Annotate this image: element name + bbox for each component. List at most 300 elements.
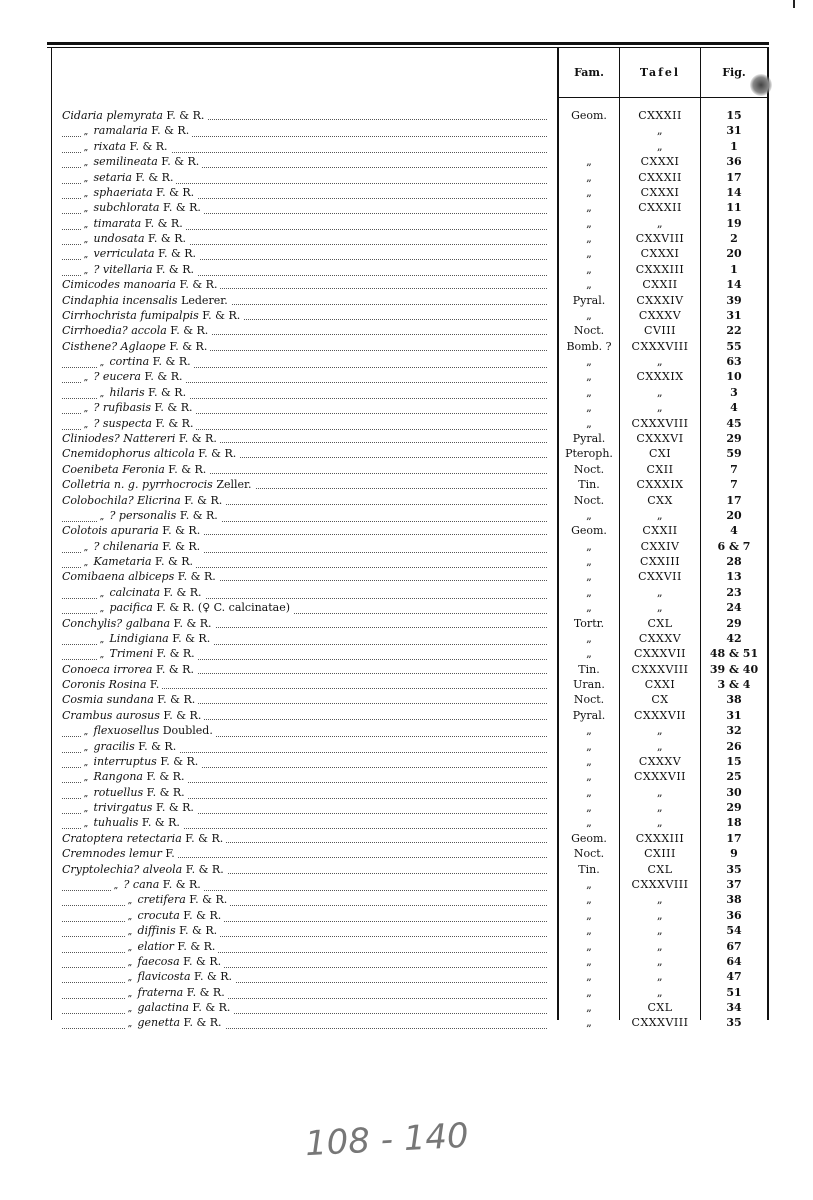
- genus-name: Cliniodes: [62, 431, 114, 445]
- author: F. & R.: [152, 355, 191, 369]
- tafel-cell: CXXIV: [640, 539, 680, 553]
- family-cell: „: [586, 278, 592, 292]
- author: F. & R.: [192, 1001, 231, 1015]
- genus-name: Cimicodes: [62, 278, 120, 292]
- ditto-mark: „: [83, 727, 89, 738]
- ditto-mark: „: [83, 142, 89, 153]
- species-name: irrorea: [113, 662, 153, 676]
- figure-cell: 10: [726, 370, 742, 384]
- table-row: [0, 739, 813, 754]
- figure-cell: 38: [726, 893, 742, 907]
- tafel-cell: CXI: [648, 447, 672, 461]
- figure-cell: 29: [726, 431, 742, 445]
- figure-cell: 13: [726, 570, 742, 584]
- genus-name: Conoeca: [62, 662, 110, 676]
- table-row: [0, 277, 813, 292]
- author: F. & R.: [179, 508, 218, 522]
- tafel-cell: CXXXVIII: [631, 416, 689, 430]
- tafel-cell: „: [656, 739, 664, 753]
- ditto-mark: „: [83, 542, 89, 553]
- tafel-cell: CX: [651, 693, 669, 707]
- table-row: [0, 554, 813, 569]
- species-name: chilenaria: [102, 539, 159, 553]
- tafel-cell: CXXVIII: [635, 232, 685, 246]
- tafel-cell: „: [656, 124, 664, 138]
- species-name: sphaeriata: [93, 185, 153, 199]
- entry-name: [62, 477, 547, 492]
- tafel-cell: CXXI: [644, 678, 676, 692]
- figure-cell: 51: [726, 985, 742, 999]
- family-cell: „: [586, 308, 592, 322]
- query-mark: ?: [109, 508, 116, 522]
- ditto-mark: „: [99, 511, 105, 522]
- family-cell: „: [586, 539, 592, 553]
- ditto-mark: „: [83, 173, 89, 184]
- species-name: flexuosellus: [93, 724, 160, 738]
- header-tafel: Tafel: [639, 66, 681, 79]
- figure-cell: 63: [726, 355, 742, 369]
- figure-cell: 7: [730, 462, 738, 476]
- family-cell: Pyral.: [572, 293, 606, 307]
- table-row: [0, 985, 813, 1000]
- table-row: [0, 477, 813, 492]
- table-row: [0, 416, 813, 431]
- family-cell: Geom.: [571, 831, 607, 845]
- family-cell: „: [586, 401, 592, 415]
- table-row: [0, 200, 813, 215]
- tafel-cell: „: [656, 139, 664, 153]
- family-cell: „: [586, 1016, 592, 1030]
- author: F. & R.: [185, 831, 224, 845]
- species-name: albiceps: [128, 570, 175, 584]
- author: F. & R.: [155, 416, 194, 430]
- author: F. & R.: [156, 262, 194, 276]
- author: F. & R.: [156, 185, 195, 199]
- species-name: rixata: [93, 139, 127, 153]
- ditto-mark: „: [113, 881, 119, 891]
- figure-cell: 15: [726, 754, 742, 768]
- species-name: crocuta: [137, 908, 180, 922]
- tafel-cell: CXXXII: [638, 170, 682, 184]
- ditto-mark: „: [83, 404, 89, 415]
- table-row: [0, 308, 813, 323]
- species-name: diffinis: [137, 924, 176, 938]
- tafel-cell: CXL: [647, 616, 673, 630]
- tafel-cell: CXXXIII: [635, 831, 685, 845]
- species-name: setaria: [93, 170, 132, 184]
- tafel-cell: CXXXVIII: [631, 1016, 689, 1030]
- tafel-cell: CXXXV: [638, 754, 682, 768]
- author: F. & R.: [172, 631, 211, 645]
- entry-name: [62, 677, 547, 692]
- corner-mark: [793, 0, 795, 8]
- family-cell: „: [586, 247, 592, 261]
- tafel-cell: „: [656, 954, 664, 968]
- species-name: Kametaria: [93, 555, 152, 569]
- entry-name: [62, 293, 547, 308]
- family-cell: „: [586, 893, 592, 907]
- author: F. & R.: [177, 939, 216, 953]
- author: F. & R.: [169, 339, 208, 353]
- genus-name: Crambus: [62, 708, 113, 722]
- tafel-cell: CXXIII: [639, 555, 681, 569]
- tafel-cell: „: [656, 924, 664, 938]
- figure-cell: 32: [726, 724, 742, 738]
- table-row: [0, 323, 813, 338]
- genus-name: Colletria n. g.: [62, 478, 139, 492]
- family-cell: „: [586, 185, 592, 199]
- ditto-mark: „: [99, 650, 105, 661]
- figure-cell: 15: [726, 109, 742, 122]
- top-rule-thin: [47, 47, 769, 48]
- species-name: pyrrhocrocis: [141, 478, 213, 492]
- query-mark: ?: [93, 539, 100, 553]
- tafel-cell: CXXXII: [638, 109, 682, 122]
- species-name: alticola: [153, 447, 195, 461]
- header-fam: Fam.: [574, 66, 604, 79]
- author: F. & R.: [183, 1016, 222, 1030]
- species-name: Feronia: [122, 462, 165, 476]
- ditto-mark: „: [83, 158, 89, 169]
- tafel-cell: CXXXIX: [636, 370, 684, 384]
- tafel-cell: „: [656, 216, 664, 230]
- species-name: eucera: [102, 370, 141, 384]
- table-row: [0, 462, 813, 477]
- figure-cell: 4: [730, 401, 738, 415]
- tafel-cell: CXXXI: [640, 247, 680, 261]
- family-cell: Noct.: [573, 462, 605, 476]
- tafel-cell: „: [656, 724, 664, 738]
- table-row: [0, 523, 813, 538]
- family-cell: „: [586, 262, 592, 276]
- author: Lederer.: [181, 293, 228, 307]
- figure-cell: 31: [726, 708, 742, 722]
- tafel-cell: „: [656, 893, 664, 907]
- query-mark: ?: [121, 324, 128, 338]
- ditto-mark: „: [99, 588, 105, 599]
- table-row: [0, 1000, 813, 1015]
- author: F. & R.: [189, 893, 228, 907]
- author: F. & R.: [156, 647, 195, 661]
- author: F. & R.: [162, 539, 201, 553]
- author: F. & R.: [144, 216, 183, 230]
- author: F. & R.: [177, 570, 216, 584]
- author: F. & R.: [162, 201, 201, 215]
- tafel-cell: „: [656, 401, 664, 415]
- top-rule: [47, 42, 769, 45]
- table-row: [0, 877, 813, 892]
- ditto-mark: „: [83, 804, 89, 815]
- tafel-cell: CXX: [647, 493, 673, 507]
- table-row: [0, 908, 813, 923]
- figure-cell: 17: [726, 831, 742, 845]
- species-name: ramalaria: [93, 124, 148, 138]
- entry-name: [62, 846, 547, 861]
- figure-cell: 1: [730, 262, 738, 276]
- entry-name: [62, 323, 547, 338]
- ditto-mark: „: [83, 250, 89, 261]
- species-name: hilaris: [109, 385, 145, 399]
- table-row: [0, 723, 813, 738]
- tafel-cell: „: [656, 508, 664, 522]
- species-name: incensalis: [122, 293, 178, 307]
- header-fig: Fig.: [722, 66, 746, 79]
- figure-cell: 3 & 4: [717, 678, 751, 692]
- ditto-mark: „: [83, 742, 89, 753]
- table-row: [0, 815, 813, 830]
- family-cell: Tin.: [578, 662, 600, 676]
- genus-name: Comibaena: [62, 570, 125, 584]
- ditto-mark: „: [83, 788, 89, 799]
- table-row: [0, 246, 813, 261]
- figure-cell: 59: [726, 447, 742, 461]
- ditto-mark: „: [127, 1019, 133, 1030]
- family-cell: „: [586, 631, 592, 645]
- tafel-cell: CXXXVIII: [631, 339, 689, 353]
- entry-name: [62, 569, 547, 584]
- species-name: Trimeni: [109, 647, 154, 661]
- figure-cell: 11: [726, 201, 742, 215]
- species-name: undosata: [93, 232, 145, 246]
- species-name: semilineata: [93, 155, 158, 169]
- family-cell: Noct.: [573, 847, 605, 861]
- family-cell: Pyral.: [572, 708, 606, 722]
- tafel-cell: „: [656, 785, 664, 799]
- query-mark: ?: [123, 878, 130, 891]
- table-row: [0, 293, 813, 308]
- table-row: [0, 846, 813, 861]
- author: F. & R.: [162, 878, 201, 891]
- tafel-cell: „: [656, 908, 664, 922]
- family-cell: „: [586, 770, 592, 784]
- family-cell: Tortr.: [573, 616, 605, 630]
- table-row: [0, 616, 813, 631]
- figure-cell: 23: [726, 585, 742, 599]
- table-row: [0, 170, 813, 185]
- author: Doubled.: [162, 724, 213, 738]
- entry-name: [62, 831, 547, 846]
- species-name: elatior: [137, 939, 174, 953]
- family-cell: „: [586, 908, 592, 922]
- author: F. & R. (♀ C. calcinatae): [156, 601, 291, 615]
- entry-name: [62, 523, 547, 538]
- family-cell: „: [586, 816, 592, 830]
- ditto-mark: „: [83, 188, 89, 199]
- figure-cell: 36: [726, 155, 742, 169]
- figure-cell: 20: [726, 247, 742, 261]
- tafel-cell: CXXXV: [638, 631, 682, 645]
- ditto-mark: „: [83, 558, 89, 569]
- entry-name: [62, 431, 547, 446]
- family-cell: „: [586, 924, 592, 938]
- figure-cell: 4: [730, 524, 738, 538]
- family-cell: Pteroph.: [565, 447, 613, 461]
- author: F. & R.: [186, 985, 225, 999]
- entry-name: [62, 339, 547, 354]
- species-name: interruptus: [93, 754, 157, 768]
- species-name: suspecta: [102, 416, 152, 430]
- species-name: Aglaope: [120, 339, 166, 353]
- table-row: [0, 231, 813, 246]
- family-cell: Noct.: [573, 693, 605, 707]
- figure-cell: 14: [726, 278, 742, 292]
- ditto-mark: „: [83, 219, 89, 230]
- table-row: [0, 954, 813, 969]
- species-name: Rangona: [93, 770, 143, 784]
- author: Zeller.: [216, 478, 252, 492]
- tafel-cell: CXL: [647, 1001, 673, 1015]
- genus-name: Cratoptera: [62, 831, 124, 845]
- tafel-cell: CXXXIII: [635, 262, 685, 276]
- author: F. & R.: [155, 801, 194, 815]
- ditto-mark: „: [83, 373, 89, 384]
- table-row: [0, 446, 813, 461]
- ditto-mark: „: [127, 1004, 133, 1015]
- author: F. & R.: [157, 693, 196, 707]
- table-row: [0, 662, 813, 677]
- genus-name: Cindaphia: [62, 293, 119, 307]
- species-name: galactina: [137, 1001, 189, 1015]
- entry-name: [62, 446, 547, 461]
- species-name: sundana: [106, 693, 154, 707]
- entry-name: [62, 277, 547, 292]
- table-row: [0, 646, 813, 661]
- species-name: fraterna: [137, 985, 184, 999]
- table-row: [0, 862, 813, 877]
- species-name: apuraria: [110, 524, 159, 538]
- family-cell: „: [586, 508, 592, 522]
- species-name: tuhualis: [93, 816, 139, 830]
- figure-cell: 39 & 40: [709, 662, 759, 676]
- species-name: Rosina: [108, 678, 147, 692]
- species-name: pacifica: [109, 601, 153, 615]
- query-mark: ?: [93, 262, 100, 276]
- tafel-cell: CXXXI: [640, 185, 680, 199]
- table-row: [0, 539, 813, 554]
- table-row: [0, 785, 813, 800]
- author: F. & R.: [194, 970, 233, 984]
- table-row: [0, 692, 813, 707]
- entry-name: [62, 1015, 547, 1032]
- tafel-cell: CXXXIV: [636, 293, 684, 307]
- figure-cell: 54: [726, 924, 742, 938]
- tafel-cell: CXXXVII: [633, 708, 687, 722]
- figure-cell: 42: [726, 631, 742, 645]
- species-name: Nattereri: [123, 431, 176, 445]
- tafel-cell: „: [656, 355, 664, 369]
- ditto-mark: „: [127, 927, 133, 938]
- species-name: rufibasis: [102, 401, 151, 415]
- figure-cell: 67: [726, 939, 742, 953]
- table-row: [0, 123, 813, 138]
- tafel-cell: „: [656, 816, 664, 830]
- tafel-cell: CXXVII: [638, 570, 682, 584]
- query-mark: ?: [93, 370, 100, 384]
- family-cell: Tin.: [578, 862, 600, 876]
- table-row: [0, 262, 813, 277]
- author: F. & R.: [168, 462, 207, 476]
- species-name: genetta: [137, 1016, 181, 1030]
- author: F. & R.: [155, 662, 194, 676]
- table-row: [0, 385, 813, 400]
- species-name: flavicosta: [137, 970, 191, 984]
- ditto-mark: „: [83, 419, 89, 430]
- table-row: [0, 631, 813, 646]
- family-cell: „: [586, 570, 592, 584]
- family-cell: Geom.: [571, 524, 607, 538]
- author: F. & R.: [184, 493, 223, 507]
- family-cell: „: [586, 970, 592, 984]
- family-cell: „: [586, 801, 592, 815]
- species-name: cana: [132, 878, 160, 891]
- query-mark: ?: [133, 862, 140, 876]
- ditto-mark: „: [83, 819, 89, 830]
- species-name: Lindigiana: [109, 631, 169, 645]
- author: F. & R.: [179, 278, 218, 292]
- species-name: personalis: [118, 508, 177, 522]
- handwritten-note: 108 - 140: [304, 1115, 470, 1165]
- table-row: [0, 939, 813, 954]
- table-row: [0, 923, 813, 938]
- species-name: gracilis: [93, 739, 135, 753]
- figure-cell: 35: [726, 862, 742, 876]
- family-cell: „: [586, 739, 592, 753]
- family-cell: „: [586, 754, 592, 768]
- tafel-cell: CXXXI: [640, 155, 680, 169]
- ditto-mark: „: [127, 957, 133, 968]
- ditto-mark: „: [83, 127, 89, 138]
- author: F. & R.: [179, 924, 218, 938]
- author: F. & R.: [173, 616, 212, 630]
- family-cell: „: [586, 878, 592, 891]
- tafel-cell: „: [656, 801, 664, 815]
- tafel-cell: CXXII: [642, 278, 678, 292]
- figure-cell: 2: [730, 232, 738, 246]
- species-name: retectaria: [126, 831, 182, 845]
- tafel-cell: „: [656, 939, 664, 953]
- entry-name: [62, 108, 547, 123]
- species-name: cortina: [109, 355, 150, 369]
- ditto-mark: „: [127, 973, 133, 984]
- tafel-cell: CXXXV: [638, 308, 682, 322]
- table-row: [0, 1015, 813, 1030]
- query-mark: ?: [111, 339, 118, 353]
- figure-cell: 55: [726, 339, 742, 353]
- tafel-cell: CXXII: [642, 524, 678, 538]
- author: F. & R.: [129, 139, 168, 153]
- species-name: subchlorata: [93, 201, 160, 215]
- tafel-cell: CXXXVII: [633, 647, 687, 661]
- family-cell: „: [586, 385, 592, 399]
- figure-cell: 37: [726, 878, 742, 891]
- table-row: [0, 108, 813, 123]
- family-cell: „: [586, 155, 592, 169]
- species-name: vitellaria: [102, 262, 153, 276]
- tafel-cell: CXL: [647, 862, 673, 876]
- ditto-mark: „: [99, 358, 105, 369]
- family-cell: Noct.: [573, 493, 605, 507]
- figure-cell: 29: [726, 801, 742, 815]
- author: F. & R.: [160, 754, 199, 768]
- species-name: calcinata: [109, 585, 161, 599]
- genus-name: Colobochila: [62, 493, 128, 507]
- author: F. & R.: [170, 324, 209, 338]
- genus-name: Cnemidophorus: [62, 447, 151, 461]
- species-name: manoaria: [123, 278, 176, 292]
- table-row: [0, 493, 813, 508]
- query-mark: ?: [113, 431, 120, 445]
- ditto-mark: „: [83, 235, 89, 246]
